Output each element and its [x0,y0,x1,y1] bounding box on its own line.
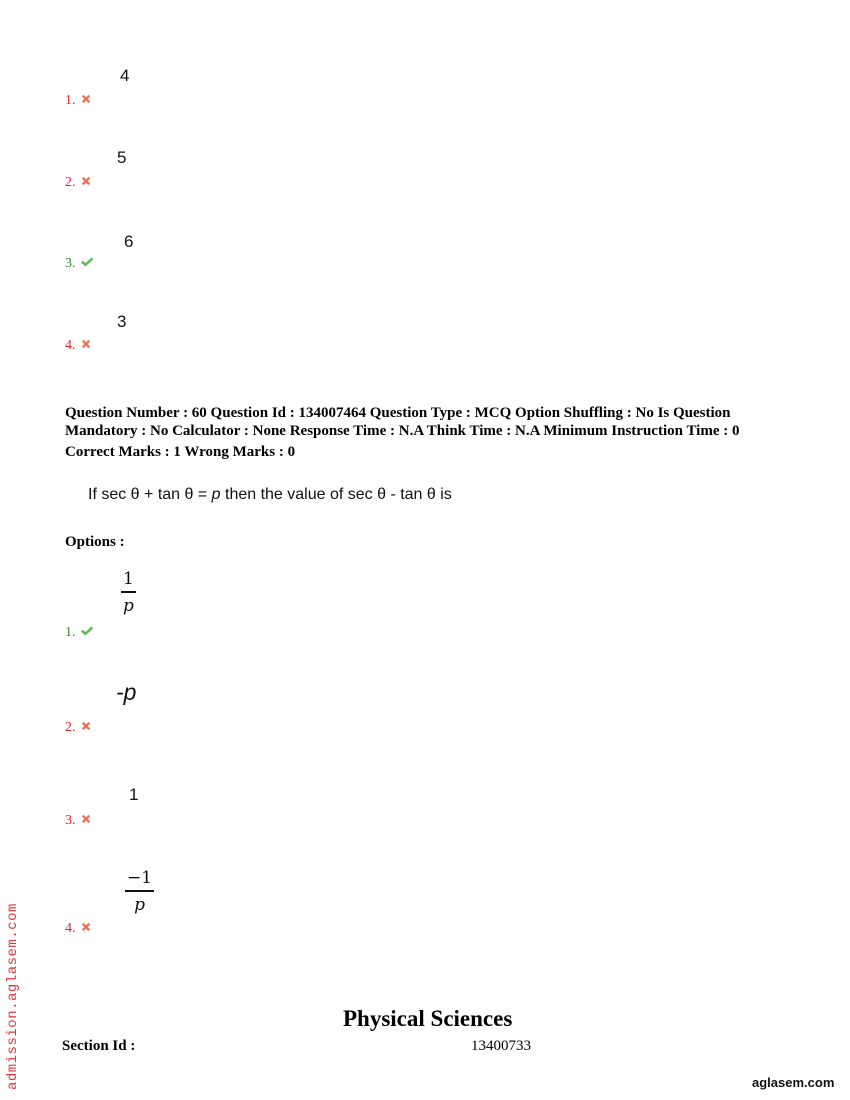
cross-icon [80,921,92,933]
question-text [88,486,452,504]
section-id-label: Section Id : [62,1038,136,1054]
option-number: 1. [65,625,76,640]
check-icon [80,625,94,637]
option-number: 3. [65,813,76,828]
check-icon [80,256,94,268]
question-text-part: then the value of sec θ - tan θ is [220,486,452,503]
option-number: 4. [65,338,76,353]
question-marks: Correct Marks : 1 Wrong Marks : 0 [65,444,296,460]
fraction-bar [121,591,136,593]
cross-icon [80,813,92,825]
option-4-label [65,338,92,354]
option-number: 3. [65,256,76,271]
option-1-label [65,625,94,641]
fraction-denominator: p [122,596,134,616]
cross-icon [80,720,92,732]
fraction-denominator: p [134,895,145,915]
option-number: 2. [65,720,76,735]
option-value: -p [116,679,137,705]
option-2-label [65,175,92,191]
option-fraction [125,868,154,915]
option-number: 1. [65,93,76,108]
option-value: 5 [117,148,127,167]
side-watermark: admission.aglasem.com [5,903,21,1090]
options-label: Options : [65,534,125,550]
option-1-label [65,93,92,109]
option-2-label [65,720,92,736]
cross-icon [80,93,92,105]
option-value: 3 [117,312,127,331]
fraction-numerator: −1 [127,868,153,888]
option-4-label [65,921,92,937]
fraction-bar [125,890,154,892]
option-value: 4 [120,66,130,85]
option-3-label [65,256,94,272]
section-title: Physical Sciences [343,1006,513,1031]
question-text-part: If sec θ + tan θ = [88,486,212,503]
fraction-numerator: 1 [123,569,134,589]
option-number: 4. [65,921,76,936]
section-id-value: 13400733 [471,1038,531,1054]
option-value: 6 [124,232,134,251]
question-meta-line: Mandatory : No Calculator : None Response Time : N.A Think Time : N.A Minimum Instruction Time : 0 [65,423,740,439]
corner-watermark: aglasem.com [752,1075,835,1090]
option-number: 2. [65,175,76,190]
cross-icon [80,338,92,350]
option-value: 1 [129,785,139,804]
question-variable: p [211,486,221,503]
question-meta [65,404,805,461]
option-fraction [121,569,136,616]
option-3-label [65,813,92,829]
question-meta-line: Question Number : 60 Question Id : 134007464 Question Type : MCQ Option Shuffling : No Is Question [65,405,731,421]
cross-icon [80,175,92,187]
